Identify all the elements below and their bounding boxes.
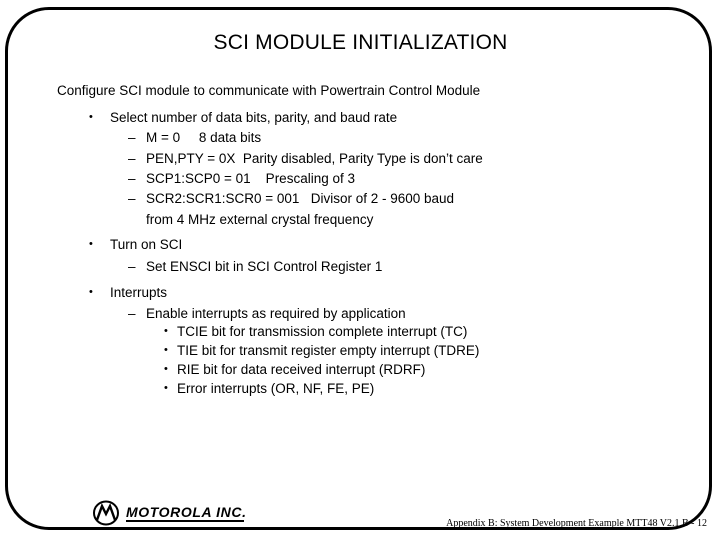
bullet-1-item-4-continuation: from 4 MHz external crystal frequency bbox=[146, 212, 374, 227]
dash-icon: – bbox=[128, 259, 136, 274]
bullet-3-text: Interrupts bbox=[110, 285, 168, 300]
dash-icon: – bbox=[128, 306, 136, 321]
bullet-icon: • bbox=[164, 382, 168, 394]
bullet-1-item-4: SCR2:SCR1:SCR0 = 001 Divisor of 2 - 9600 baud bbox=[146, 191, 455, 206]
slide-footer: Appendix B: System Development Example MTT48 V2.1 B - 12 bbox=[446, 518, 707, 529]
bullet-3-item-1: Enable interrupts as required by application bbox=[146, 306, 406, 321]
bullet-icon: • bbox=[89, 238, 93, 250]
dash-icon: – bbox=[128, 171, 136, 186]
dash-icon: – bbox=[128, 151, 136, 166]
interrupt-subitem-1: TCIE bit for transmission complete interrupt (TC) bbox=[177, 324, 468, 339]
dash-icon: – bbox=[128, 191, 136, 206]
interrupt-subitem-4: Error interrupts (OR, NF, FE, PE) bbox=[177, 381, 375, 396]
interrupt-subitem-3: RIE bit for data received interrupt (RDRF) bbox=[177, 362, 426, 377]
bullet-icon: • bbox=[164, 363, 168, 375]
bullet-1-item-2: PEN,PTY = 0X Parity disabled, Parity Type is don’t care bbox=[146, 151, 483, 166]
bullet-1-text: Select number of data bits, parity, and baud rate bbox=[110, 110, 398, 125]
bullet-icon: • bbox=[164, 344, 168, 356]
dash-icon: – bbox=[128, 130, 136, 145]
bullet-1-item-3: SCP1:SCP0 = 01 Prescaling of 3 bbox=[146, 171, 355, 186]
intro-text: Configure SCI module to communicate with Powertrain Control Module bbox=[57, 83, 481, 98]
bullet-1-item-1: M = 0 8 data bits bbox=[146, 130, 262, 145]
bullet-2-text: Turn on SCI bbox=[110, 237, 183, 252]
motorola-logo bbox=[92, 500, 252, 526]
slide-title: SCI MODULE INITIALIZATION bbox=[213, 31, 508, 54]
bullet-icon: • bbox=[89, 111, 93, 123]
logo-underline bbox=[126, 520, 244, 522]
motorola-batwing-icon bbox=[92, 500, 120, 526]
bullet-icon: • bbox=[89, 286, 93, 298]
bullet-2-item-1: Set ENSCI bit in SCI Control Register 1 bbox=[146, 259, 383, 274]
bullet-icon: • bbox=[164, 325, 168, 337]
brand-name: MOTOROLA INC. bbox=[126, 504, 247, 520]
interrupt-subitem-2: TIE bit for transmit register empty interrupt (TDRE) bbox=[177, 343, 480, 358]
